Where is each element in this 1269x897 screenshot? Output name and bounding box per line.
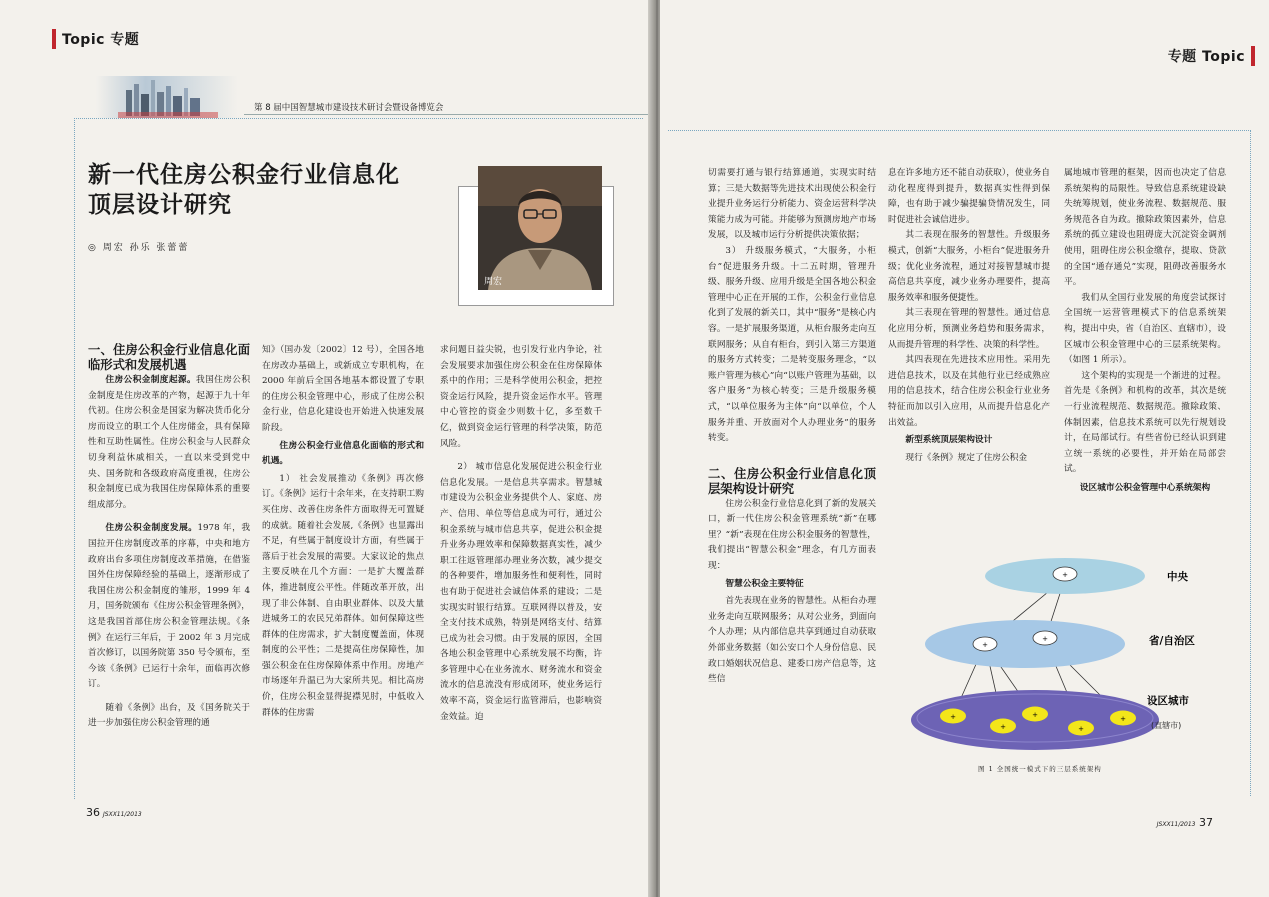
right-column-2 bbox=[888, 166, 1050, 466]
svg-text:+: + bbox=[950, 713, 956, 721]
paragraph: 现行《条例》规定了住房公积金 bbox=[905, 452, 1028, 463]
topic-header-left bbox=[52, 28, 139, 50]
paragraph: 住房公积金制度起源。我国住房公积金制度是住房改革的产物，起源于九十年代初。住房公积金是国家为解决货币化分房而设立的职工个人住房储金，具有保障性和互助性属性。住房公积金与人民群众切身利益休戚相关，一直以来受到党中央、国务院和各级政府高度重视，住房公积金制度已成为我国住房保障体系的重要组成部分。 bbox=[88, 375, 251, 510]
page-number: 37 bbox=[1199, 816, 1213, 829]
figure-caption: 图 1 全国统一模式下的三层系统架构 bbox=[978, 765, 1102, 773]
page-footer-right bbox=[1154, 816, 1213, 829]
paragraph: 住房公积金制度发展。1978 年，我国拉开住房制度改革的序幕，中央和地方政府出台多项住房制度改革措施，在借鉴国外住房保障经验的基础上，逐渐形成了我国住房公积金制度的雏形，1999 年 4 月，国务院颁布《住房公积金管理条例》，这是我国首部住房公积金管理法规。《条例》在运行三年后，于 2002 年 3 月完成首次修订，以国务院第 350 号令颁布，至今该《条例》已运行十余年，面临再次修订。 bbox=[88, 523, 251, 690]
label-central: 中央 bbox=[1167, 571, 1188, 583]
article-title bbox=[88, 160, 438, 220]
section-1-heading: 一、住房公积金行业信息化面临形式和发展机遇 bbox=[88, 343, 250, 372]
city-node bbox=[940, 709, 966, 724]
svg-text:+: + bbox=[1000, 723, 1006, 731]
journal-code: JSXX11/2013 bbox=[103, 811, 142, 818]
paragraph: 其二表现在服务的智慧性。升级服务模式，创新“大服务，小柜台”促进服务升级；优化业务流程，通过对接智慧城市提高信息共享度，减少业务办理要件，提高服务效率和服务便捷性。 bbox=[888, 230, 1050, 303]
right-column-1 bbox=[708, 166, 876, 688]
left-column-1 bbox=[88, 343, 250, 732]
right-column-3 bbox=[1064, 166, 1226, 499]
city-node bbox=[1068, 721, 1094, 736]
province-tier-layer bbox=[925, 620, 1125, 668]
paragraph: 1） 社会发展推动《条例》再次修订。《条例》运行十余年来，在支持职工购买住房、改善住房条件方面取得无可置疑的成就。随着社会发展,《条例》也显露出不足，有些属于制度设计方面，有些属于落后于社会发展的需要。大家议论的焦点主要反映在几个方面：一是扩大覆盖群体，推进制度公平性。伴随改革开放，出现了非公体制、自由职业群体、以及大量进城务工的农民兄弟群体。如何保障这些群体的住房需求，扩大制度覆盖面，体现制度的公平性；二是提高住房保障性，加强公积金在住房保障体系中作用。房地产市场逐年升温已为大家所共见。相比高房价，住房公积金显得捉襟见肘，中低收入群体的住房需 bbox=[262, 473, 424, 718]
banner-divider bbox=[244, 114, 654, 115]
paragraph: 知》（国办发〔2002〕12 号），全国各地在房改办基础上，或新成立专职机构，在 2000 年前后全国各地基本都设置了专职的住房公积金管理中心，形成了住房公积金行业，信息化建设也开始进入快速发展阶段。 bbox=[262, 345, 424, 433]
left-column-2 bbox=[262, 343, 424, 721]
section-2-heading: 二、住房公积金行业信息化顶层架构设计研究 bbox=[708, 466, 876, 496]
paragraph: 2） 城市信息化发展促进公积金行业信息化发展。一是信息共享需求。智慧城市建设为公积金业务提供个人、家庭、房产、信用、单位等信息成为可行，通过公积金系统与城市信息共享，促进公积金提升业务办理效率和保障数据真实性，减少职工往返管理部办理业务次数，减少提交的各种要件，增加服务性和便利性，同时也有助于促进社会诚信体系的建设；二是实现实时银行结算。互联网得以普及，安全支付技术成熟，特别是网络支付、结算已成为社会习惯。由于发展的原因，全国各地公积金管理中心系统发展不均衡，许多管理中心在业务流水、财务流水和资金流水的信息流没有形成闭环，使业务运行效率不高，资金运行监管滞后，也影响资金效益。迫 bbox=[440, 462, 602, 722]
topic-header-right bbox=[1168, 45, 1255, 67]
page-footer-left bbox=[86, 806, 142, 819]
svg-text:+: + bbox=[1078, 725, 1084, 733]
title-line-1: 新一代住房公积金行业信息化 bbox=[88, 161, 400, 188]
paragraph: 3） 升级服务模式，“大服务，小柜台”促进服务升级。十二五时期，管理升级、服务升级、应用升级是全国各地公积金管理中心正在开展的工作，公积金行业信息化到了发展的新关口，其中“服务”是核心内容。一是扩展服务渠道，从柜台服务走向互联网服务；从自有柜台，到引入第三方渠道的服务方式转变；二是转变服务理念，“以账户管理为核心”向“以账户管理为基础，以客户服务”为核心转变；三是升级服务模式，“以单位服务为主体”向“以单位，个人服务并重、开放面对个人办理业务”的服务转变。 bbox=[708, 245, 876, 444]
lead-text: 住房公积金制度发展。 bbox=[105, 523, 198, 534]
svg-text:+: + bbox=[1120, 715, 1126, 723]
paragraph: 随着《条例》出台，及《国务院关于进一步加强住房公积金管理的通 bbox=[88, 702, 250, 729]
label-province: 省/自治区 bbox=[1149, 635, 1195, 647]
topic-label: 专题 Topic bbox=[1167, 49, 1245, 65]
subheading: 智慧公积金主要特征 bbox=[725, 578, 804, 589]
photo-caption: 周宏 bbox=[484, 277, 503, 287]
authors: ◎ 周宏 孙乐 张蕾蕾 bbox=[88, 243, 190, 253]
label-city: 设区城市 bbox=[1147, 695, 1189, 707]
subheading: 新型系统顶层架构设计 bbox=[905, 435, 993, 446]
city-node bbox=[1110, 711, 1136, 726]
paragraph: 首先表现在业务的智慧性。从柜台办理业务走向互联网服务；从对公业务，到面向个人办理；从内部信息共享到通过自动获取外部业务数据（如公安口个人身份信息、民政口婚姻状况信息、建委口房产信息等，这些信 bbox=[708, 596, 876, 685]
paragraph: 我们从全国行业发展的角度尝试探讨全国统一运营管理模式下的信息系统架构，提出中央，省（自治区、直辖市），设区城市公积金管理中心的三层系统架构。（如图 1 所示）。 bbox=[1064, 292, 1226, 366]
subheading: 设区城市公积金管理中心系统架构 bbox=[1079, 482, 1211, 493]
accent-bar bbox=[52, 29, 56, 49]
svg-text:+: + bbox=[982, 641, 988, 649]
author-photo bbox=[478, 166, 602, 290]
lead-text: 住房公积金制度起源。 bbox=[105, 375, 197, 385]
svg-text:+: + bbox=[1042, 635, 1048, 643]
central-node bbox=[1053, 567, 1077, 581]
paragraph: 属地城市管理的框架，因而也决定了信息系统架构的局限性。导致信息系统建设缺失统筹规划，使业务流程、数据规范、服务规范各自为政。撤除政策因素外，信息系统的孤立建设也阻碍庞大沉淀资金调剂使用，阻碍住房公积金缴存，提取、贷款的全国“通存通兑”实现，阻碍改善服务水平。 bbox=[1064, 168, 1226, 288]
paragraph: 这个架构的实现是一个渐进的过程。首先是《条例》和机构的改革，其次是统一行业流程规范、数据规范。撤除政策、体制因素，信息技术系统可以先行规划设计，在局部试行。有些省份已经认识到建立统一系统的必要性，并开始在局部尝试。 bbox=[1064, 370, 1226, 475]
conference-banner-text: 第 8 届中国智慧城市建设技术研讨会暨设备博览会 bbox=[254, 103, 444, 113]
accent-bar bbox=[1251, 46, 1255, 66]
label-city-sub: (直辖市) bbox=[1151, 721, 1182, 730]
paragraph: 切需要打通与银行结算通道，实现实时结算；三是大数据等先进技术出现使公积金行业提升业务运行分析能力、资金运营科学决策能力成为可能。并能够为预测房地产市场发展，以及城市运行分析提供决策依据； bbox=[708, 168, 876, 241]
paragraph: 其三表现在管理的智慧性。通过信息化应用分析，预测业务趋势和服务需求，从而提升管理的科学性、决策的科学性。 bbox=[888, 308, 1050, 350]
paragraph: 其四表现在先进技术应用性。采用先进信息技术，以及在其他行业已经成熟应用的信息技术，结合住房公积金行业业务特征而加以引入应用，从而提升信息化产出效益。 bbox=[888, 355, 1050, 428]
page-number: 36 bbox=[86, 806, 100, 819]
city-node bbox=[1022, 707, 1048, 722]
topic-label: Topic 专题 bbox=[62, 32, 140, 48]
city-skyline-banner bbox=[96, 76, 238, 118]
left-column-3 bbox=[440, 343, 602, 725]
city-node bbox=[990, 719, 1016, 734]
svg-text:+: + bbox=[1062, 571, 1068, 579]
paragraph: 息在许多地方还不能自动获取），使业务自动化程度得到提升，数据真实性得到保障，也有助于减少骗提骗贷情况发生，同时促进社会诚信进步。 bbox=[888, 168, 1050, 225]
province-node bbox=[1033, 631, 1057, 645]
paragraph: 求问题日益尖锐，也引发行业内争论，社会发展要求加强住房公积金在住房保障体系中的作用；三是科学使用公积金，把控资金运行风险，提升资金运作水平。管理中心管控的资金少则数十亿，多至数千亿，做到资金运行管理的科学决策，防范风险。 bbox=[440, 345, 602, 449]
subheading: 住房公积金行业信息化面临的形式和机遇。 bbox=[262, 440, 424, 467]
paragraph: 住房公积金行业信息化到了新的发展关口，新一代住房公积金管理系统“新”在哪里？“新”表现在住房公积金服务的智慧性，我们提出“智慧公积金”理念，有几方面表现： bbox=[708, 498, 876, 572]
province-node bbox=[973, 637, 997, 651]
three-tier-architecture-diagram bbox=[905, 548, 1245, 763]
journal-code: JSXX11/2013 bbox=[1156, 821, 1196, 828]
title-line-2: 顶层设计研究 bbox=[88, 191, 232, 218]
svg-text:+: + bbox=[1032, 711, 1038, 719]
